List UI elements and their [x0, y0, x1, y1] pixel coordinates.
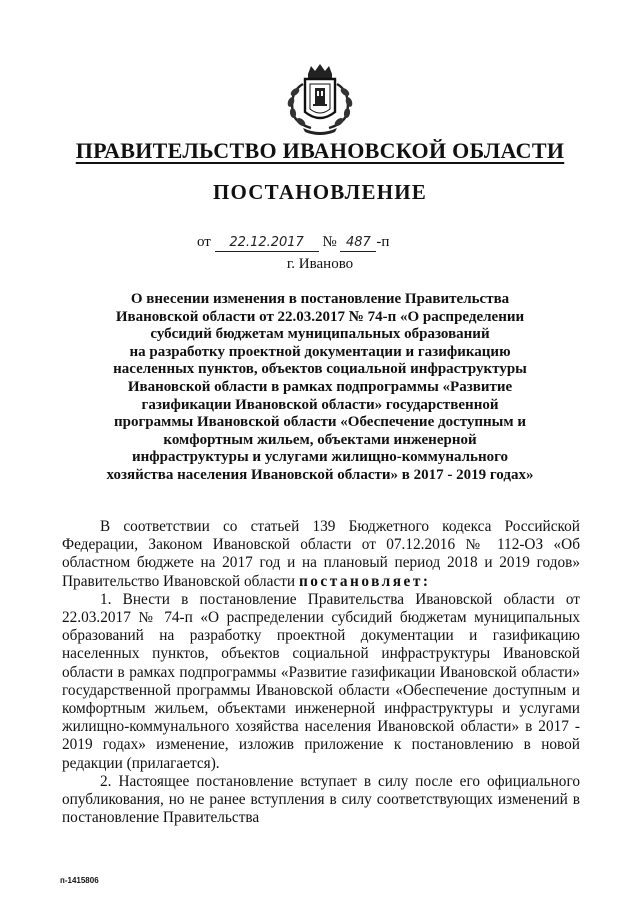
heading-line: программы Ивановской области «Обеспечение доступным и — [113, 414, 527, 431]
item-1-paragraph: 1. Внести в постановление Правительства Ивановской области от 22.03.2017 № 74-п «О распределении субсидий бюджетам муниципальных образований на разработку проектной документации и газификацию населенных пунктов, объектов социальной инфраструктуры Ивановской области в рамках подпрограммы «Развитие газификации Ивановской области» государственной программы Ивановской области «Обеспечение доступным и комфортным жильем, объектами инженерной инфраструктуры и услугами жилищно-коммунального хозяйства населения Ивановской области» в 2017 - 2019 годах» изменение, изложив приложение к постановлению в новой редакции (прилагается). — [62, 590, 580, 772]
heading-line: Ивановской области в рамках подпрограммы «Развитие — [127, 378, 513, 395]
document-heading — [75, 291, 565, 485]
city-name: г. Иваново — [286, 256, 354, 272]
number-sign: № — [322, 234, 337, 250]
handwritten-date: 22.12.2017 — [215, 235, 319, 252]
heading-line: газификации Ивановской области» государственной — [141, 396, 499, 413]
heading-line: Ивановской области от 22.03.2017 № 74-п «О распределении — [115, 308, 525, 325]
heading-line: хозяйства населения Ивановской области» в 2017 - 2019 годах» — [106, 466, 534, 483]
item-2-paragraph: 2. Настоящее постановление вступает в силу после его официального опубликования, но не ранее вступления в силу соответствующих изменений в постановление Правительства — [62, 772, 580, 827]
document-body — [62, 518, 580, 827]
heading-line: на разработку проектной документации и газификацию — [129, 343, 511, 360]
heading-line: субсидий бюджетам муниципальных образований — [150, 326, 490, 343]
heading-line: комфортным жильем, объектами инженерной — [163, 431, 477, 448]
organization-title — [0, 138, 640, 164]
preamble-paragraph — [62, 518, 580, 591]
heading-line: населенных пунктов, объектов социальной инфраструктуры — [113, 361, 527, 378]
heading-line: О внесении изменения в постановление Правительства — [130, 291, 510, 307]
document-type: ПОСТАНОВЛЕНИЕ — [212, 180, 428, 204]
heading-line: инфраструктуры и услугами жилищно-коммунального — [131, 449, 509, 466]
number-suffix: -п — [376, 234, 390, 250]
coat-of-arms-emblem — [275, 62, 365, 137]
date-number-line — [197, 234, 389, 252]
handwritten-number: 487 — [340, 235, 376, 252]
organization-title-text: ПРАВИТЕЛЬСТВО ИВАНОВСКОЙ ОБЛАСТИ — [75, 138, 565, 163]
date-prefix: от — [197, 234, 211, 250]
document-code: п-1415806 — [60, 876, 99, 885]
preamble-text: В соответствии со статьей 139 Бюджетного кодекса Российской Федерации, Законом Ивановской области от 07.12.2016 № 112-ОЗ «Об областном бюджете на 2017 год и на плановый период 2018 и 2019 годов» Правительство Ивановской области — [62, 518, 580, 590]
decree-word: постановляет: — [298, 572, 431, 590]
